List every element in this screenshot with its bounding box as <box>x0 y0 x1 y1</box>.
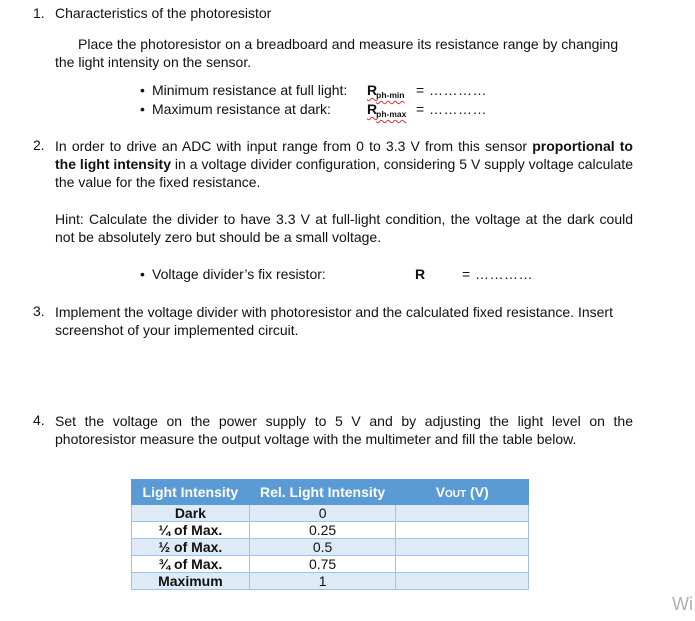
rph-min-eq: = <box>416 82 425 98</box>
table-row <box>132 522 529 539</box>
item-2-hint: Hint: Calculate the divider to have 3.3 V at full-light condition, the voltage at the dark could not be absolutely zero but should be a small voltage. <box>55 211 633 245</box>
rph-min-letter: R <box>367 82 378 98</box>
bullet-max-label: • Maximum resistance at dark: <box>140 101 331 117</box>
fixed-r-blank: ………… <box>475 266 533 282</box>
bullet-min-resistance <box>140 82 347 98</box>
item-1-number: 1. <box>33 5 45 21</box>
table-row <box>132 573 529 590</box>
cell-vout[interactable] <box>396 539 529 556</box>
rph-max-letter: R <box>367 101 378 117</box>
cell-vout[interactable] <box>396 573 529 590</box>
item-2-text-b: in a voltage divider configuration, considering 5 V supply voltage calculate the value for the fixed resistance. <box>55 156 633 190</box>
bullet-max-resistance <box>140 101 331 117</box>
cell-vout[interactable] <box>396 556 529 573</box>
item-1-body: Place the photoresistor on a breadboard and measure its resistance range by changing the light intensity on the sensor. <box>55 36 619 70</box>
table-header-row <box>132 480 529 505</box>
cell-light: Maximum <box>132 573 250 590</box>
item-2-text-bold: proportional to the light intensity <box>55 138 633 172</box>
measurement-table <box>131 479 529 590</box>
cell-light: Dark <box>132 505 250 522</box>
header-light-intensity: Light Intensity <box>132 480 250 505</box>
bullet-fixed-resistor <box>140 266 326 282</box>
cell-vout[interactable] <box>396 522 529 539</box>
header-vout-v: V <box>435 484 446 500</box>
rph-min-blank: ………… <box>429 82 487 98</box>
fixed-r-eq: = <box>462 266 471 282</box>
cell-vout[interactable] <box>396 505 529 522</box>
cell-rel: 0 <box>249 505 396 522</box>
rph-max-blank: ………… <box>429 101 487 117</box>
item-1-title: Characteristics of the photoresistor <box>55 5 272 21</box>
item-4-number: 4. <box>33 412 45 428</box>
cell-rel: 0.25 <box>249 522 396 539</box>
cell-light: ¾ of Max. <box>132 556 250 573</box>
bullet-min-label: • Minimum resistance at full light: <box>140 82 347 98</box>
cell-rel: 0.75 <box>249 556 396 573</box>
item-3-number: 3. <box>33 303 45 319</box>
item-3-body: Implement the voltage divider with photoresistor and the calculated fixed resistance. Insert screenshot of your implemented circuit. <box>55 304 613 338</box>
table-row <box>132 505 529 522</box>
item-2-number: 2. <box>33 137 45 153</box>
item-2-body <box>55 137 633 191</box>
rph-max-eq: = <box>416 101 425 117</box>
header-vout-sub: OUT <box>445 489 467 500</box>
header-vout-unit: (V) <box>466 484 489 500</box>
item-2-text-a: In order to drive an ADC with input range from 0 to 3.3 V from this sensor <box>55 138 533 154</box>
cell-light: ¼ of Max. <box>132 522 250 539</box>
header-rel-light-intensity: Rel. Light Intensity <box>249 480 396 505</box>
bullet-fixed-label: • Voltage divider’s fix resistor: <box>140 266 326 282</box>
rph-min-subscript: ph-min <box>376 90 405 100</box>
fixed-r-symbol: R <box>415 266 426 282</box>
cell-rel: 1 <box>249 573 396 590</box>
cell-light: ½ of Max. <box>132 539 250 556</box>
rph-max-symbol <box>367 101 406 117</box>
table-row <box>132 539 529 556</box>
header-vout <box>396 480 529 505</box>
item-4-body: Set the voltage on the power supply to 5 V and by adjusting the light level on the photoresistor measure the output voltage with the multimeter and fill the table below. <box>55 413 633 447</box>
corner-fragment-text: Wi <box>672 594 693 614</box>
rph-max-subscript: ph-max <box>376 109 407 119</box>
table-row <box>132 556 529 573</box>
cell-rel: 0.5 <box>249 539 396 556</box>
rph-min-symbol <box>367 82 404 98</box>
